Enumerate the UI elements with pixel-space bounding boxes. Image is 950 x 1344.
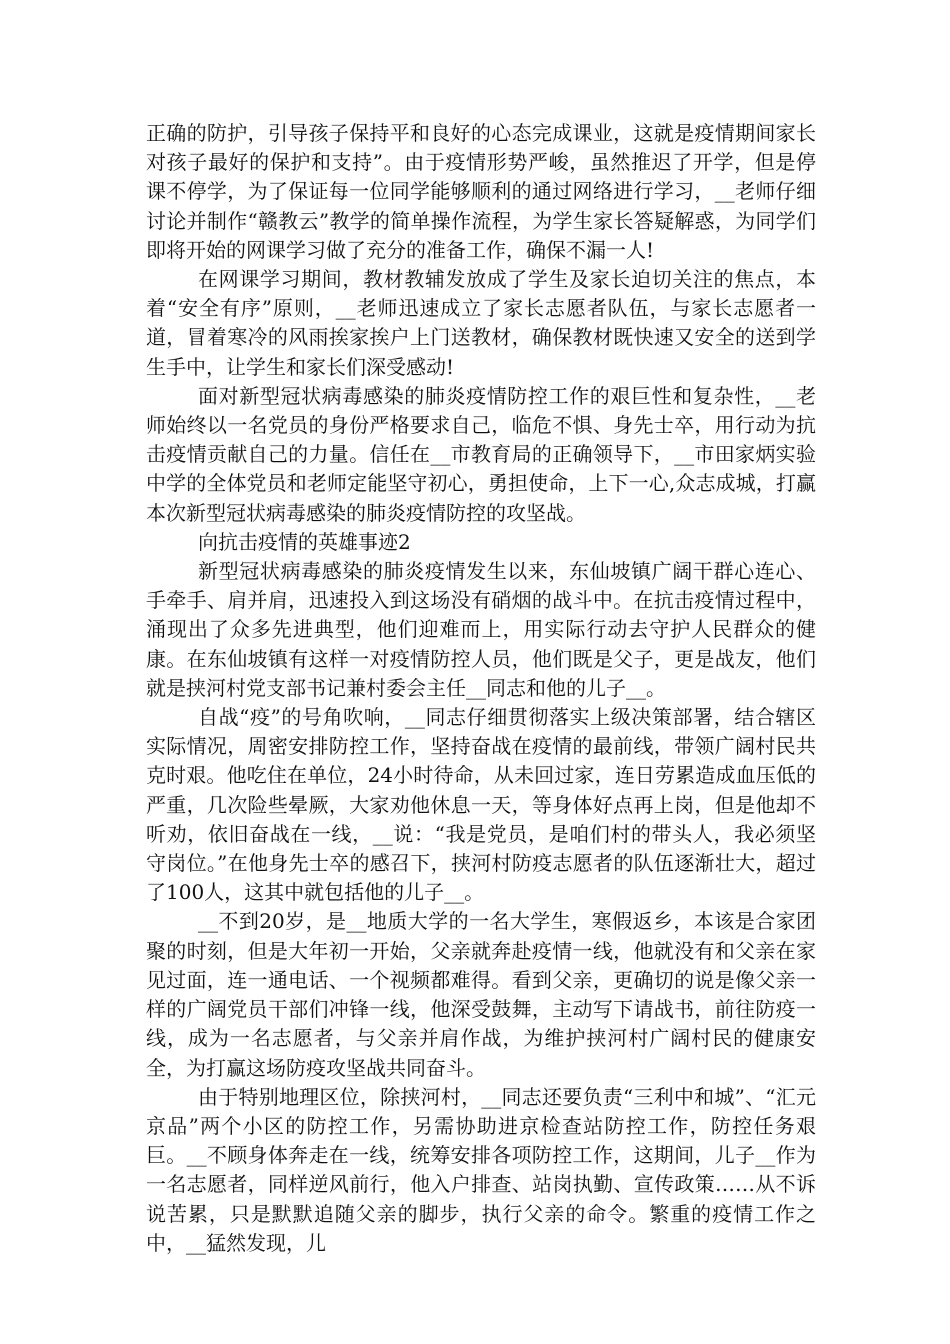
section-heading: 向抗击疫情的英雄事迹2 bbox=[198, 529, 411, 554]
document-body bbox=[146, 119, 816, 1258]
paragraph: 正确的防护，引导孩子保持平和良好的心态完成课业，这就是疫情期间家长对孩子最好的保护和支持”。由于疫情形势严峻，虽然推迟了开学，但是停课不停学，为了保证每一位同学能够顺利的通过网络进行学习，__老师仔细讨论并制作“赣教云”教学的简单操作流程，为学生家长答疑解惑，为同学们即将开始的网课学习做了充分的准备工作，确保不漏一人! bbox=[146, 121, 816, 262]
paragraph: 面对新型冠状病毒感染的肺炎疫情防控工作的艰巨性和复杂性，__老师始终以一名党员的身份严格要求自己，临危不惧、身先士卒，用行动为抗击疫情贡献自己的力量。信任在__市教育局的正确领导下，__市田家炳实验中学的全体党员和老师定能坚守初心，勇担使命，上下一心,众志成城，打赢本次新型冠状病毒感染的肺炎疫情防控的攻坚战。 bbox=[146, 383, 816, 525]
paragraph: 新型冠状病毒感染的肺炎疫情发生以来，东仙坡镇广阔干群心连心、手牵手、肩并肩，迅速投入到这场没有硝烟的战斗中。在抗击疫情过程中，涌现出了众多先进典型，他们迎难而上，用实际行动去守护人民群众的健康。在东仙坡镇有这样一对疫情防控人员，他们既是父子，更是战友，他们就是挟河村党支部书记兼村委会主任__同志和他的儿子__。 bbox=[146, 559, 816, 700]
paragraph: __不到20岁，是__地质大学的一名大学生，寒假返乡，本该是合家团聚的时刻，但是大年初一开始，父亲就奔赴疫情一线，他就没有和父亲在家见过面，连一通电话、一个视频都难得。看到父亲，更确切的说是像父亲一样的广阔党员干部们冲锋一线，他深受鼓舞，主动写下请战书，前往防疫一线，成为一名志愿者，与父亲并肩作战，为维护挟河村广阔村民的健康安全，为打赢这场防疫攻坚战共同奋斗。 bbox=[146, 909, 816, 1080]
paragraph: 自战“疫”的号角吹响，__同志仔细贯彻落实上级决策部署，结合辖区实际情况，周密安排防控工作，坚持奋战在疫情的最前线，带领广阔村民共克时艰。他吃住在单位，24小时待命，从未回过家，连日劳累造成血压低的严重，几次险些晕厥，大家劝他休息一天，等身体好点再上岗，但是他却不听劝，依旧奋战在一线，__说：“我是党员，是咱们村的带头人，我必须坚守岗位。”在他身先士卒的感召下，挟河村防疫志愿者的队伍逐渐壮大，超过了100人，这其中就包括他的儿子__。 bbox=[146, 705, 816, 905]
paragraph: 在网课学习期间，教材教辅发放成了学生及家长迫切关注的焦点，本着“安全有序”原则，__老师迅速成立了家长志愿者队伍，与家长志愿者一道，冒着寒冷的风雨挨家挨户上门送教材，确保教材既快速又安全的送到学生手中，让学生和家长们深受感动! bbox=[146, 267, 816, 379]
paragraph: 由于特别地理区位，除挟河村，__同志还要负责“三利中和城”、“汇元京品”两个小区的防控工作，另需协助进京检查站防控工作，防控任务艰巨。__不顾身体奔走在一线，统筹安排各项防控工作，这期间，儿子__作为一名志愿者，同样逆风前行，他入户排查、站岗执勤、宣传政策……从不诉说苦累，只是默默追随父亲的脚步，执行父亲的命令。繁重的疫情工作之中，__猛然发现，儿 bbox=[146, 1084, 816, 1255]
